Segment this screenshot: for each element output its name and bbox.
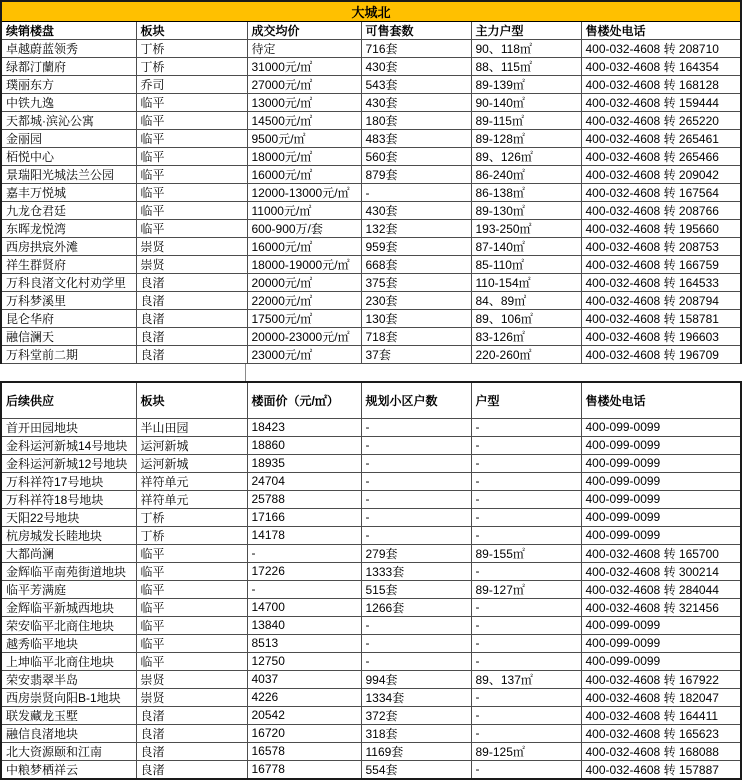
cell: 400-032-4608 转 265220 bbox=[581, 112, 741, 130]
cell: 400-032-4608 转 265466 bbox=[581, 148, 741, 166]
cell: - bbox=[471, 688, 581, 706]
table-row bbox=[1, 148, 741, 166]
cell: 84、89㎡ bbox=[471, 292, 581, 310]
cell: 金科运河新城12号地块 bbox=[1, 454, 136, 472]
cell: 16000元/㎡ bbox=[247, 238, 361, 256]
cell: 大都尚澜 bbox=[1, 544, 136, 562]
cell: - bbox=[247, 544, 361, 562]
cell: 祥符单元 bbox=[136, 472, 247, 490]
cell: 崇贤 bbox=[136, 256, 247, 274]
table-row bbox=[1, 742, 741, 760]
cell: 430套 bbox=[361, 94, 471, 112]
cell: - bbox=[471, 454, 581, 472]
column-header-floor-price: 楼面价（元/㎡） bbox=[247, 382, 361, 418]
cell: 临平 bbox=[136, 202, 247, 220]
cell: 18935 bbox=[247, 454, 361, 472]
cell: 89-115㎡ bbox=[471, 112, 581, 130]
table-separator bbox=[0, 364, 740, 381]
cell: 13000元/㎡ bbox=[247, 94, 361, 112]
cell: 483套 bbox=[361, 130, 471, 148]
cell: 临平 bbox=[136, 634, 247, 652]
cell: 400-032-4608 转 157887 bbox=[581, 760, 741, 779]
cell: 中铁九逸 bbox=[1, 94, 136, 112]
table-row bbox=[1, 184, 741, 202]
cell: 400-032-4608 转 284044 bbox=[581, 580, 741, 598]
table-row bbox=[1, 598, 741, 616]
column-header-sector: 板块 bbox=[136, 22, 247, 40]
cell: 400-099-0099 bbox=[581, 634, 741, 652]
cell: 89、137㎡ bbox=[471, 670, 581, 688]
cell: 良渚 bbox=[136, 346, 247, 364]
cell: 515套 bbox=[361, 580, 471, 598]
cell: 万科祥符17号地块 bbox=[1, 472, 136, 490]
cell: - bbox=[471, 418, 581, 436]
cell: 716套 bbox=[361, 40, 471, 58]
cell: 临平芳满庭 bbox=[1, 580, 136, 598]
table-row bbox=[1, 616, 741, 634]
cell: 400-032-4608 转 208766 bbox=[581, 202, 741, 220]
cell: 临平 bbox=[136, 598, 247, 616]
column-header-floorplan: 户型 bbox=[471, 382, 581, 418]
table-row bbox=[1, 490, 741, 508]
cell: 90、118㎡ bbox=[471, 40, 581, 58]
cell: 430套 bbox=[361, 58, 471, 76]
cell: 400-032-4608 转 208753 bbox=[581, 238, 741, 256]
cell: 12000-13000元/㎡ bbox=[247, 184, 361, 202]
cell: 临平 bbox=[136, 184, 247, 202]
cell: 430套 bbox=[361, 202, 471, 220]
cell: - bbox=[361, 436, 471, 454]
cell: 400-032-4608 转 182047 bbox=[581, 688, 741, 706]
table-row bbox=[1, 670, 741, 688]
cell: 86-240㎡ bbox=[471, 166, 581, 184]
cell: 良渚 bbox=[136, 310, 247, 328]
continuing-sales-table bbox=[0, 0, 742, 364]
cell: 400-099-0099 bbox=[581, 454, 741, 472]
table-row bbox=[1, 418, 741, 436]
cell: 乔司 bbox=[136, 76, 247, 94]
cell: 400-032-4608 转 208710 bbox=[581, 40, 741, 58]
column-header-sector: 板块 bbox=[136, 382, 247, 418]
cell: 丁桥 bbox=[136, 58, 247, 76]
table-row bbox=[1, 544, 741, 562]
cell: 东晖龙悦湾 bbox=[1, 220, 136, 238]
cell: 89-139㎡ bbox=[471, 76, 581, 94]
cell: 中粮梦栖祥云 bbox=[1, 760, 136, 779]
cell: - bbox=[361, 472, 471, 490]
cell: 400-099-0099 bbox=[581, 490, 741, 508]
cell: - bbox=[471, 706, 581, 724]
cell: 24704 bbox=[247, 472, 361, 490]
cell: - bbox=[361, 418, 471, 436]
cell: 400-032-4608 转 321456 bbox=[581, 598, 741, 616]
cell: - bbox=[361, 508, 471, 526]
cell: 荣安翡翠半岛 bbox=[1, 670, 136, 688]
cell: 220-260㎡ bbox=[471, 346, 581, 364]
cell: 400-032-4608 转 196603 bbox=[581, 328, 741, 346]
cell: 1266套 bbox=[361, 598, 471, 616]
cell: 良渚 bbox=[136, 328, 247, 346]
cell: 554套 bbox=[361, 760, 471, 779]
cell: 昆仑华府 bbox=[1, 310, 136, 328]
cell: 193-250㎡ bbox=[471, 220, 581, 238]
cell: 金丽园 bbox=[1, 130, 136, 148]
cell: 临平 bbox=[136, 616, 247, 634]
column-header-units-for-sale: 可售套数 bbox=[361, 22, 471, 40]
cell: - bbox=[471, 652, 581, 670]
cell: 130套 bbox=[361, 310, 471, 328]
cell: 崇贤 bbox=[136, 688, 247, 706]
cell: 16578 bbox=[247, 742, 361, 760]
cell: 荣安临平北商住地块 bbox=[1, 616, 136, 634]
cell: 崇贤 bbox=[136, 670, 247, 688]
table-row bbox=[1, 166, 741, 184]
cell: 31000元/㎡ bbox=[247, 58, 361, 76]
cell: 丁桥 bbox=[136, 40, 247, 58]
cell: 临平 bbox=[136, 562, 247, 580]
cell: - bbox=[361, 184, 471, 202]
cell: 400-032-4608 转 168088 bbox=[581, 742, 741, 760]
column-header-project: 续销楼盘 bbox=[1, 22, 136, 40]
cell: - bbox=[471, 598, 581, 616]
cell: - bbox=[471, 490, 581, 508]
cell: 23000元/㎡ bbox=[247, 346, 361, 364]
cell: 崇贤 bbox=[136, 238, 247, 256]
table-row bbox=[1, 256, 741, 274]
cell: 景瑞阳光城法兰公园 bbox=[1, 166, 136, 184]
cell: 400-032-4608 转 165700 bbox=[581, 544, 741, 562]
table-row bbox=[1, 76, 741, 94]
cell: 22000元/㎡ bbox=[247, 292, 361, 310]
cell: 89、106㎡ bbox=[471, 310, 581, 328]
cell: 400-032-4608 转 265461 bbox=[581, 130, 741, 148]
cell: 85-110㎡ bbox=[471, 256, 581, 274]
table-row bbox=[1, 472, 741, 490]
cell: 20000-23000元/㎡ bbox=[247, 328, 361, 346]
cell: 400-032-4608 转 168128 bbox=[581, 76, 741, 94]
cell: 上坤临平北商住地块 bbox=[1, 652, 136, 670]
table-row bbox=[1, 508, 741, 526]
cell: 20542 bbox=[247, 706, 361, 724]
cell: 16778 bbox=[247, 760, 361, 779]
table-row bbox=[1, 130, 741, 148]
cell: 994套 bbox=[361, 670, 471, 688]
cell: 16720 bbox=[247, 724, 361, 742]
table-row bbox=[1, 238, 741, 256]
cell: 9500元/㎡ bbox=[247, 130, 361, 148]
table-row bbox=[1, 436, 741, 454]
cell: 318套 bbox=[361, 724, 471, 742]
cell: 959套 bbox=[361, 238, 471, 256]
cell: 87-140㎡ bbox=[471, 238, 581, 256]
cell: - bbox=[471, 436, 581, 454]
cell: 400-032-4608 转 208794 bbox=[581, 292, 741, 310]
cell: 1333套 bbox=[361, 562, 471, 580]
column-header-sales-phone: 售楼处电话 bbox=[581, 22, 741, 40]
table-row bbox=[1, 202, 741, 220]
table-row bbox=[1, 562, 741, 580]
cell: 89、126㎡ bbox=[471, 148, 581, 166]
cell: 临平 bbox=[136, 112, 247, 130]
cell: 400-032-4608 转 164354 bbox=[581, 58, 741, 76]
cell: 88、115㎡ bbox=[471, 58, 581, 76]
cell: 14500元/㎡ bbox=[247, 112, 361, 130]
cell: 400-099-0099 bbox=[581, 418, 741, 436]
table-row bbox=[1, 94, 741, 112]
cell: 运河新城 bbox=[136, 454, 247, 472]
table-row bbox=[1, 58, 741, 76]
cell: 临平 bbox=[136, 220, 247, 238]
table-row bbox=[1, 292, 741, 310]
cell: - bbox=[361, 526, 471, 544]
cell: 越秀临平地块 bbox=[1, 634, 136, 652]
cell: 400-032-4608 转 158781 bbox=[581, 310, 741, 328]
cell: 279套 bbox=[361, 544, 471, 562]
table-row bbox=[1, 274, 741, 292]
cell: - bbox=[471, 760, 581, 779]
table-row bbox=[1, 652, 741, 670]
cell: 400-032-4608 转 300214 bbox=[581, 562, 741, 580]
cell: 400-099-0099 bbox=[581, 616, 741, 634]
cell: 18423 bbox=[247, 418, 361, 436]
cell: 临平 bbox=[136, 544, 247, 562]
cell: 14700 bbox=[247, 598, 361, 616]
cell: 九龙仓君廷 bbox=[1, 202, 136, 220]
cell: - bbox=[471, 562, 581, 580]
cell: 18000元/㎡ bbox=[247, 148, 361, 166]
cell: 83-126㎡ bbox=[471, 328, 581, 346]
cell: 400-032-4608 转 164533 bbox=[581, 274, 741, 292]
table-row bbox=[1, 40, 741, 58]
cell: 879套 bbox=[361, 166, 471, 184]
cell: 万科祥符18号地块 bbox=[1, 490, 136, 508]
cell: 110-154㎡ bbox=[471, 274, 581, 292]
cell: 融信良渚地块 bbox=[1, 724, 136, 742]
cell: 400-099-0099 bbox=[581, 436, 741, 454]
cell: 临平 bbox=[136, 652, 247, 670]
cell: 万科梦溪里 bbox=[1, 292, 136, 310]
cell: 89-130㎡ bbox=[471, 202, 581, 220]
cell: 18860 bbox=[247, 436, 361, 454]
cell: 372套 bbox=[361, 706, 471, 724]
cell: 400-099-0099 bbox=[581, 508, 741, 526]
table-row bbox=[1, 526, 741, 544]
column-header-avg-price: 成交均价 bbox=[247, 22, 361, 40]
cell: 良渚 bbox=[136, 292, 247, 310]
table-row bbox=[1, 634, 741, 652]
cell: 375套 bbox=[361, 274, 471, 292]
cell: 嘉丰万悦城 bbox=[1, 184, 136, 202]
column-header-main-floorplan: 主力户型 bbox=[471, 22, 581, 40]
cell: - bbox=[361, 616, 471, 634]
cell: 杭房城发长睦地块 bbox=[1, 526, 136, 544]
cell: 璞丽东方 bbox=[1, 76, 136, 94]
separator-border-stub bbox=[245, 364, 246, 381]
title-row bbox=[1, 1, 741, 22]
column-header-upcoming-supply: 后续供应 bbox=[1, 382, 136, 418]
cell: 180套 bbox=[361, 112, 471, 130]
cell: 17500元/㎡ bbox=[247, 310, 361, 328]
cell: 668套 bbox=[361, 256, 471, 274]
cell: 临平 bbox=[136, 148, 247, 166]
cell: 西房崇贤向阳B-1地块 bbox=[1, 688, 136, 706]
cell: 良渚 bbox=[136, 724, 247, 742]
table-row bbox=[1, 454, 741, 472]
cell: 89-128㎡ bbox=[471, 130, 581, 148]
cell: - bbox=[471, 616, 581, 634]
cell: 临平 bbox=[136, 130, 247, 148]
cell: 祥生群贤府 bbox=[1, 256, 136, 274]
cell: 西房拱宸外滩 bbox=[1, 238, 136, 256]
table-row bbox=[1, 310, 741, 328]
cell: 4226 bbox=[247, 688, 361, 706]
cell: 400-032-4608 转 159444 bbox=[581, 94, 741, 112]
cell: 卓越蔚蓝领秀 bbox=[1, 40, 136, 58]
cell: 天都城·滨沁公寓 bbox=[1, 112, 136, 130]
column-header-sales-phone: 售楼处电话 bbox=[581, 382, 741, 418]
cell: 联发藏龙玉墅 bbox=[1, 706, 136, 724]
cell: - bbox=[361, 454, 471, 472]
cell: 89-125㎡ bbox=[471, 742, 581, 760]
cell: 400-099-0099 bbox=[581, 652, 741, 670]
cell: 400-032-4608 转 167922 bbox=[581, 670, 741, 688]
cell: 4037 bbox=[247, 670, 361, 688]
cell: 400-099-0099 bbox=[581, 472, 741, 490]
cell: 560套 bbox=[361, 148, 471, 166]
cell: 金辉临平南苑街道地块 bbox=[1, 562, 136, 580]
cell: 良渚 bbox=[136, 760, 247, 779]
cell: 20000元/㎡ bbox=[247, 274, 361, 292]
cell: 临平 bbox=[136, 166, 247, 184]
cell: - bbox=[361, 490, 471, 508]
cell: 万科堂前二期 bbox=[1, 346, 136, 364]
cell: 400-032-4608 转 167564 bbox=[581, 184, 741, 202]
cell: - bbox=[471, 634, 581, 652]
cell: 89-155㎡ bbox=[471, 544, 581, 562]
cell: 8513 bbox=[247, 634, 361, 652]
cell: 400-032-4608 转 165623 bbox=[581, 724, 741, 742]
cell: 1334套 bbox=[361, 688, 471, 706]
cell: 祥符单元 bbox=[136, 490, 247, 508]
cell: 运河新城 bbox=[136, 436, 247, 454]
cell: 13840 bbox=[247, 616, 361, 634]
cell: 绿都汀蘭府 bbox=[1, 58, 136, 76]
cell: 400-032-4608 转 195660 bbox=[581, 220, 741, 238]
cell: - bbox=[471, 472, 581, 490]
cell: 230套 bbox=[361, 292, 471, 310]
cell: - bbox=[471, 526, 581, 544]
cell: 25788 bbox=[247, 490, 361, 508]
cell: - bbox=[471, 724, 581, 742]
cell: 1169套 bbox=[361, 742, 471, 760]
cell: 12750 bbox=[247, 652, 361, 670]
cell: 待定 bbox=[247, 40, 361, 58]
cell: 14178 bbox=[247, 526, 361, 544]
cell: 金辉临平新城西地块 bbox=[1, 598, 136, 616]
cell: 400-032-4608 转 166759 bbox=[581, 256, 741, 274]
cell: 400-032-4608 转 209042 bbox=[581, 166, 741, 184]
cell: 丁桥 bbox=[136, 508, 247, 526]
cell: 132套 bbox=[361, 220, 471, 238]
cell: 良渚 bbox=[136, 706, 247, 724]
title-bar: 大城北 bbox=[1, 1, 741, 22]
table-row bbox=[1, 688, 741, 706]
cell: 400-032-4608 转 196709 bbox=[581, 346, 741, 364]
cell: 90-140㎡ bbox=[471, 94, 581, 112]
cell: 400-099-0099 bbox=[581, 526, 741, 544]
cell: 400-032-4608 转 164411 bbox=[581, 706, 741, 724]
cell: 万科良渚文化村劝学里 bbox=[1, 274, 136, 292]
table-row bbox=[1, 760, 741, 779]
cell: 86-138㎡ bbox=[471, 184, 581, 202]
upcoming-supply-table bbox=[0, 381, 742, 780]
cell: - bbox=[247, 580, 361, 598]
table-row bbox=[1, 112, 741, 130]
cell: 16000元/㎡ bbox=[247, 166, 361, 184]
cell: 543套 bbox=[361, 76, 471, 94]
cell: 金科运河新城14号地块 bbox=[1, 436, 136, 454]
cell: 11000元/㎡ bbox=[247, 202, 361, 220]
cell: 临平 bbox=[136, 94, 247, 112]
table-row bbox=[1, 580, 741, 598]
cell: - bbox=[361, 634, 471, 652]
cell: - bbox=[471, 508, 581, 526]
cell: 718套 bbox=[361, 328, 471, 346]
cell: 27000元/㎡ bbox=[247, 76, 361, 94]
cell: 89-127㎡ bbox=[471, 580, 581, 598]
cell: 17226 bbox=[247, 562, 361, 580]
table-row bbox=[1, 220, 741, 238]
cell: - bbox=[361, 652, 471, 670]
table-row bbox=[1, 328, 741, 346]
cell: 17166 bbox=[247, 508, 361, 526]
table-row bbox=[1, 724, 741, 742]
table2-header-row bbox=[1, 382, 741, 418]
table1-header-row bbox=[1, 22, 741, 40]
cell: 融信澜天 bbox=[1, 328, 136, 346]
table-row bbox=[1, 346, 741, 364]
cell: 丁桥 bbox=[136, 526, 247, 544]
cell: 北大资源颐和江南 bbox=[1, 742, 136, 760]
cell: 良渚 bbox=[136, 274, 247, 292]
cell: 37套 bbox=[361, 346, 471, 364]
cell: 600-900万/套 bbox=[247, 220, 361, 238]
column-header-planned-households: 规划小区户数 bbox=[361, 382, 471, 418]
cell: 良渚 bbox=[136, 742, 247, 760]
cell: 半山田园 bbox=[136, 418, 247, 436]
cell: 临平 bbox=[136, 580, 247, 598]
table-row bbox=[1, 706, 741, 724]
cell: 18000-19000元/㎡ bbox=[247, 256, 361, 274]
cell: 首开田园地块 bbox=[1, 418, 136, 436]
cell: 栢悦中心 bbox=[1, 148, 136, 166]
cell: 天阳22号地块 bbox=[1, 508, 136, 526]
